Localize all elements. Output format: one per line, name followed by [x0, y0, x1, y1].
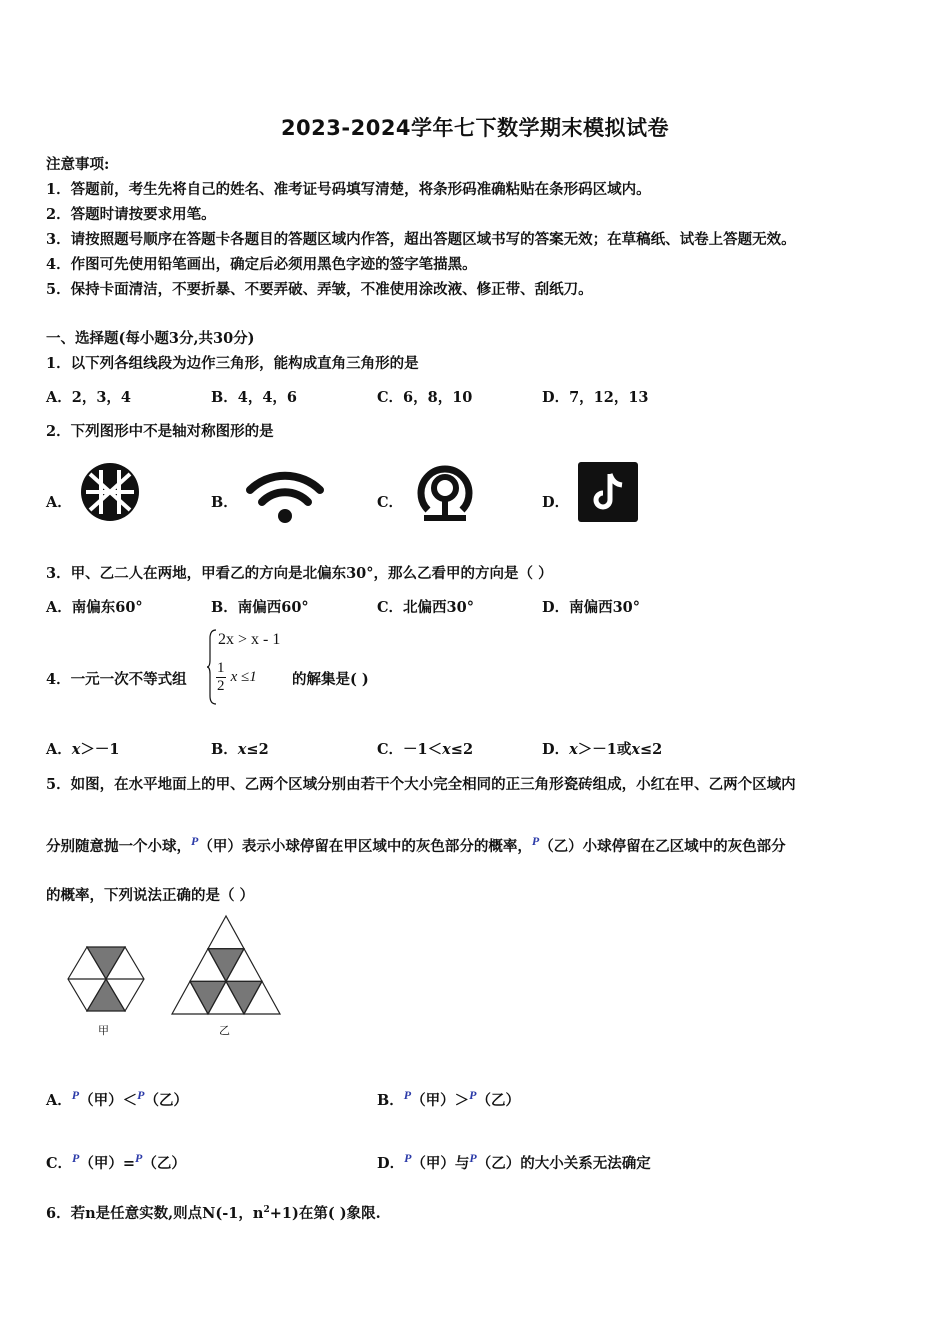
fraction-numerator: 1	[217, 660, 225, 676]
triangle-figure	[170, 914, 282, 1018]
option-text: （乙）	[142, 1155, 186, 1172]
probability-symbol: P	[469, 1151, 477, 1165]
probability-symbol: P	[71, 1088, 80, 1102]
figure-label-yi: 乙	[219, 1024, 230, 1037]
option-label: B．	[377, 1092, 404, 1109]
option-text: ≤2	[246, 741, 269, 758]
figure-label-jia: 甲	[98, 1024, 109, 1037]
q4-option-d	[542, 738, 662, 759]
q1-option-d: D．7，12，13	[542, 389, 649, 406]
superscript: 2	[263, 1205, 270, 1216]
section-heading: 一、选择题(每小题3分,共30分)	[46, 330, 255, 347]
fraction	[216, 660, 226, 695]
question-5-line-3: 的概率，下列说法正确的是（ ）	[46, 887, 255, 904]
q3-option-a: A．南偏东60°	[46, 599, 143, 616]
question-1-stem: 1．以下列各组线段为边作三角形，能构成直角三角形的是	[46, 355, 419, 372]
variable: x	[442, 741, 451, 758]
option-label: D．	[542, 741, 570, 758]
notice-item: 3．请按照题号顺序在答题卡各题目的答题区域内作答，超出答题区域书写的答案无效；在草稿纸、试卷上答题无效。	[46, 231, 796, 248]
q5-option-b	[377, 1089, 520, 1110]
wifi-icon	[244, 466, 326, 526]
text: +1)在第( )象限.	[269, 1205, 381, 1222]
probability-symbol: P	[403, 1088, 412, 1102]
text: （甲）表示小球停留在甲区域中的灰色部分的概率，	[198, 838, 532, 855]
inequality-line-2-rest: x ≤1	[230, 669, 257, 685]
q2-option-b-label: B．	[211, 494, 238, 511]
option-text: （乙）	[476, 1092, 520, 1109]
question-4-prefix: 4．一元一次不等式组	[46, 671, 187, 688]
q5-option-c	[46, 1152, 186, 1173]
probability-symbol: P	[72, 1151, 80, 1165]
variable: x	[237, 741, 247, 758]
notice-item: 2．答题时请按要求用笔。	[46, 206, 216, 223]
question-5-line-2	[46, 835, 786, 856]
q3-option-d: D．南偏西30°	[542, 599, 641, 616]
option-text: （甲）与	[411, 1155, 470, 1172]
question-3-stem: 3．甲、乙二人在两地，甲看乙的方向是北偏东30°，那么乙看甲的方向是（ ）	[46, 565, 553, 582]
q1-option-c: C．6，8，10	[377, 389, 473, 406]
q2-option-c-label: C．	[377, 494, 404, 511]
option-text: （甲）＞	[411, 1092, 470, 1109]
probability-symbol: P	[135, 1151, 143, 1165]
option-text: ≤2	[639, 741, 663, 758]
notice-item: 5．保持卡面清洁，不要折暴、不要弄破、弄皱，不准使用涂改液、修正带、刮纸刀。	[46, 281, 593, 298]
option-text: （甲）=	[79, 1155, 136, 1172]
probability-symbol: P	[404, 1151, 412, 1165]
variable: x	[71, 741, 81, 758]
q1-option-a: A．2，3，4	[46, 389, 132, 406]
notice-heading: 注意事项:	[46, 156, 110, 173]
inequality-line-2	[216, 660, 257, 695]
option-text: ＞－1或	[577, 741, 632, 758]
fraction-denominator: 2	[217, 678, 225, 694]
question-6-stem	[46, 1202, 381, 1223]
q5-option-d	[377, 1152, 651, 1173]
q3-option-b: B．南偏西60°	[211, 599, 309, 616]
option-label: A．	[46, 1092, 72, 1109]
option-text: ＞－1	[80, 741, 120, 758]
q5-option-a	[46, 1089, 188, 1110]
question-4-suffix: 的解集是( )	[292, 671, 369, 688]
probability-symbol: P	[191, 834, 199, 848]
option-text: （乙）的大小关系无法确定	[476, 1155, 651, 1172]
q4-option-c	[377, 738, 473, 759]
tiktok-logo-icon	[578, 462, 638, 522]
probability-symbol: P	[137, 1088, 145, 1102]
option-text: （甲）＜	[79, 1092, 138, 1109]
q3-option-c: C．北偏西30°	[377, 599, 474, 616]
option-label: D．	[377, 1155, 405, 1172]
question-2-stem: 2．下列图形中不是轴对称图形的是	[46, 423, 274, 440]
hexagon-figure	[66, 945, 146, 1019]
option-text: （乙）	[144, 1092, 188, 1109]
option-label: B．	[211, 741, 238, 758]
text: 6．若n是任意实数,则点N(-1，n	[46, 1205, 264, 1222]
probability-symbol: P	[531, 834, 540, 848]
notice-item: 1．答题前，考生先将自己的姓名、准考证号码填写清楚，将条形码准确粘贴在条形码区域内。	[46, 181, 651, 198]
option-label: C．	[46, 1155, 73, 1172]
option-label: C．－1＜	[377, 741, 443, 758]
page-title: 2023-2024学年七下数学期末模拟试卷	[280, 116, 670, 140]
text: （乙）小球停留在乙区域中的灰色部分	[539, 838, 786, 855]
variable: x	[569, 741, 578, 758]
text: 分别随意抛一个小球，	[46, 838, 191, 855]
inequality-line-1: 2x > x - 1	[218, 631, 281, 648]
q2-option-d-label: D．	[542, 494, 570, 511]
q1-option-b: B．4，4，6	[211, 389, 298, 406]
q4-option-a	[46, 738, 120, 759]
q4-option-b	[211, 738, 269, 759]
option-text: ≤2	[450, 741, 474, 758]
question-5-line-1: 5．如图，在水平地面上的甲、乙两个区域分别由若干个大小完全相同的正三角形瓷砖组成，小红在甲、乙两个区域内	[46, 776, 796, 793]
variable: x	[631, 741, 640, 758]
q2-option-a-label: A．	[46, 494, 72, 511]
railway-logo-icon	[414, 462, 476, 524]
metro-logo-icon	[80, 462, 140, 522]
notice-item: 4．作图可先使用铅笔画出，确定后必须用黑色字迹的签字笔描黑。	[46, 256, 477, 273]
option-label: A．	[46, 741, 72, 758]
probability-symbol: P	[469, 1088, 477, 1102]
